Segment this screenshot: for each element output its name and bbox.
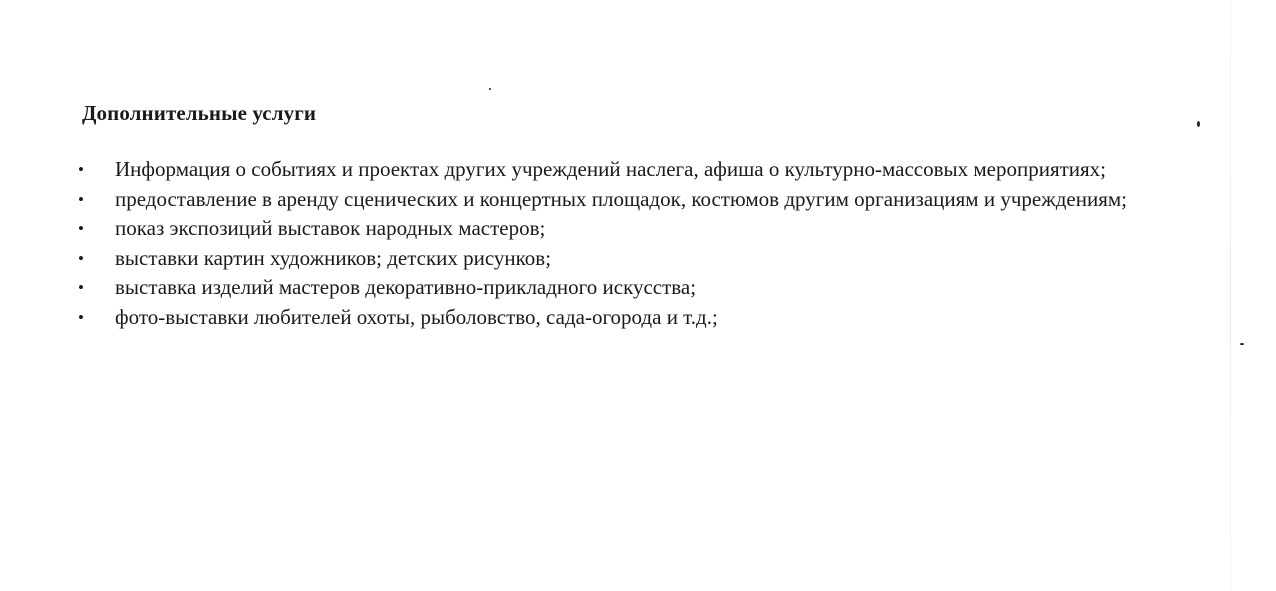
list-item [75, 214, 1205, 244]
scan-speck [489, 88, 491, 90]
bullet-icon: • [78, 248, 84, 268]
list-item-text: выставка изделий мастеров декоративно-прикладного искусства; [115, 275, 697, 299]
list-item [75, 185, 1205, 215]
list-item-text: предоставление в аренду сценических и концертных площадок, костюмов другим организациям и учреждениям; [115, 186, 1127, 211]
list-item-text: выставки картин художников; детских рисунков; [115, 245, 552, 270]
list-item-text: показ экспозиций выставок народных мастеров; [115, 216, 546, 240]
bullet-icon: • [78, 278, 84, 297]
scan-speck [1240, 343, 1244, 345]
section-heading: Дополнительные услуги [82, 101, 317, 125]
list-item [75, 273, 1205, 303]
list-item-text: фото-выставки любителей охоты, рыболовство, сада-огорода и т.д.; [115, 304, 718, 329]
bullet-icon: • [78, 189, 84, 209]
services-list [75, 155, 1205, 332]
scan-edge-line [1230, 0, 1231, 591]
list-item [75, 303, 1205, 333]
list-item [75, 244, 1205, 274]
bullet-icon: • [78, 160, 84, 179]
list-item-text: Информация о событиях и проектах других учреждений наслега, афиша о культурно-массовых мероприятиях; [115, 157, 1107, 181]
scan-speck [1197, 121, 1200, 127]
bullet-icon: • [78, 307, 84, 327]
list-item [75, 155, 1205, 185]
bullet-icon: • [78, 219, 84, 238]
